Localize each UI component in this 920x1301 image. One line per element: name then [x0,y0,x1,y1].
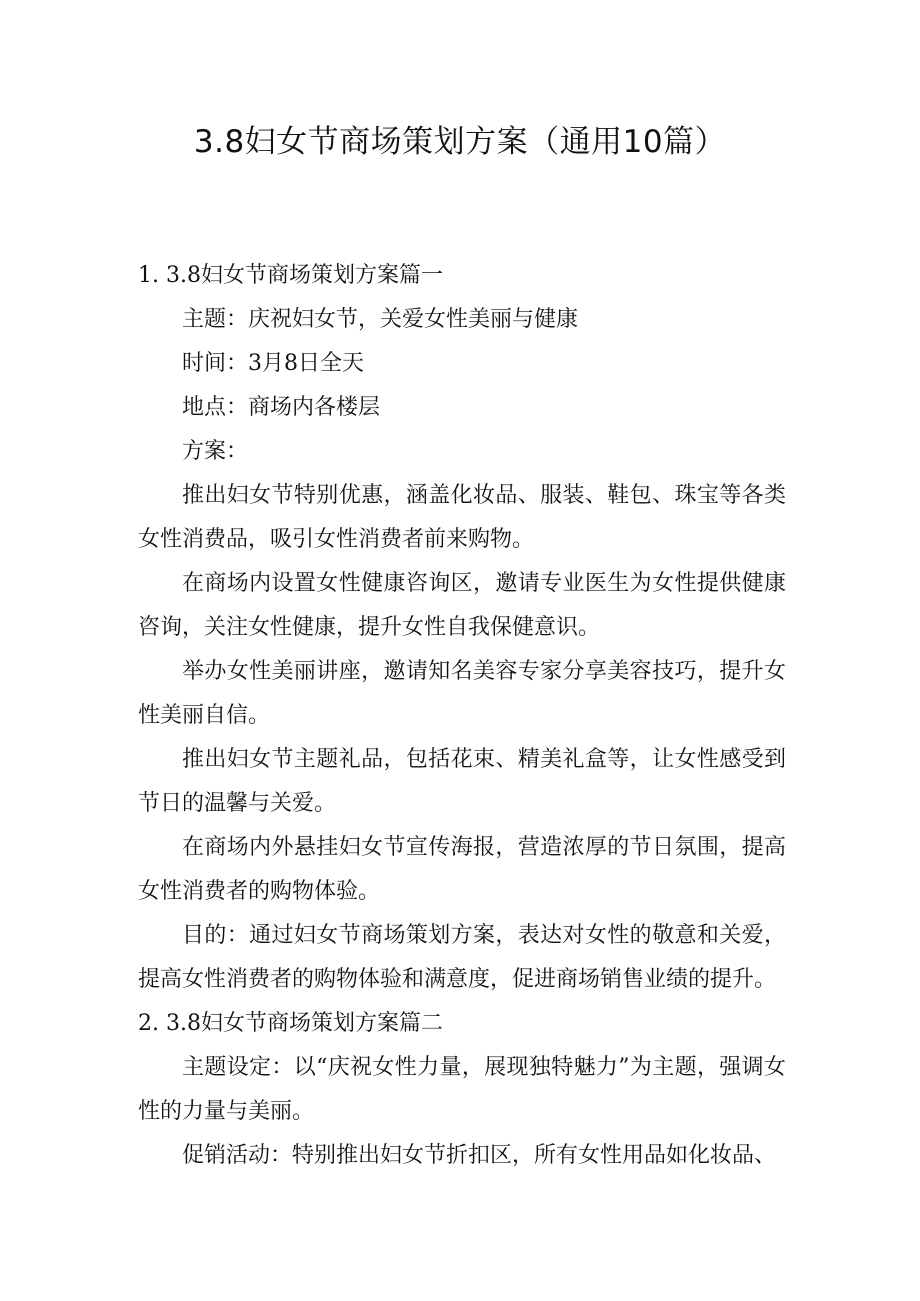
paragraph-location: 地点：商场内各楼层 [182,395,381,420]
paragraph-beauty-lecture: 举办女性美丽讲座，邀请知名美容专家分享美容技巧，提升女性美丽自信。 [138,659,786,728]
paragraph-purpose: 目的：通过妇女节商场策划方案，表达对女性的敬意和关爱，提高女性消费者的购物体验和满意度，促进商场销售业绩的提升。 [138,923,786,992]
paragraph-plan-label: 方案： [182,439,249,464]
document-body [138,254,786,1178]
section-heading-2: 2. 3.8妇女节商场策划方案篇二 [138,1011,443,1036]
paragraph-promotion: 促销活动：特别推出妇女节折扣区，所有女性用品如化妆品、 [182,1143,777,1168]
paragraph-theme-setting: 主题设定：以“庆祝女性力量，展现独特魅力”为主题，强调女性的力量与美丽。 [138,1055,786,1124]
document-title: 3.8妇女节商场策划方案（通用10篇） [193,124,727,160]
paragraph-gifts: 推出妇女节主题礼品，包括花束、精美礼盒等，让女性感受到节日的温馨与关爱。 [138,747,786,816]
paragraph-posters: 在商场内外悬挂妇女节宣传海报，营造浓厚的节日氛围，提高女性消费者的购物体验。 [138,835,786,904]
paragraph-health-consult: 在商场内设置女性健康咨询区，邀请专业医生为女性提供健康咨询，关注女性健康，提升女性自我保健意识。 [138,571,786,640]
paragraph-time: 时间：3月8日全天 [182,351,364,376]
paragraph-discounts: 推出妇女节特别优惠，涵盖化妆品、服装、鞋包、珠宝等各类女性消费品，吸引女性消费者前来购物。 [138,483,786,552]
section-heading-1: 1. 3.8妇女节商场策划方案篇一 [138,263,443,288]
paragraph-theme: 主题：庆祝妇女节，关爱女性美丽与健康 [182,307,579,332]
